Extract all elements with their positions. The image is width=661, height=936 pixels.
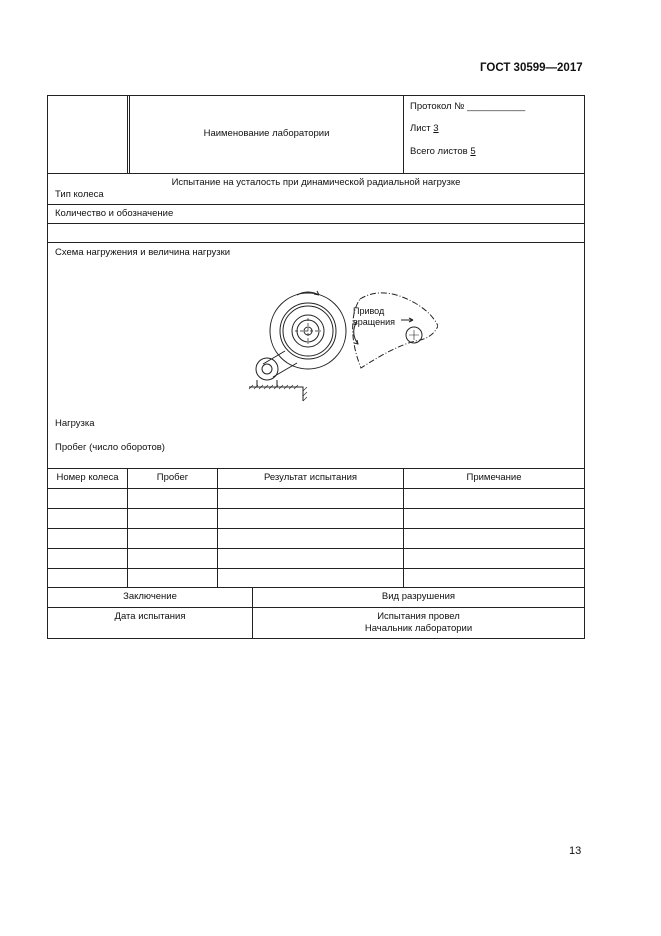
lab-name-label: Наименование лаборатории [203, 128, 330, 139]
test-date-label: Дата испытания [114, 611, 186, 622]
sheet-value: 3 [433, 123, 439, 134]
page-number: 13 [569, 845, 582, 857]
drive-label [353, 306, 395, 328]
protocol-label: Протокол № [410, 101, 465, 112]
divider [48, 204, 584, 205]
total-sheets-field [410, 146, 476, 158]
col-header-note: Примечание [466, 472, 522, 483]
total-sheets-label: Всего листов [410, 146, 468, 157]
drive-roller-contour [353, 293, 438, 368]
table-row [48, 528, 584, 529]
standard-number: ГОСТ 30599—2017 [480, 62, 583, 74]
mileage-label: Пробег (число оборотов) [55, 442, 165, 453]
sheet-field [410, 123, 439, 135]
protocol-blank: ___________ [467, 101, 526, 112]
sheet-label: Лист [410, 123, 431, 134]
support-base [249, 387, 303, 401]
protocol-field[interactable] [410, 101, 525, 113]
test-protocol-form [47, 95, 585, 639]
drive-label-line-2: вращения [353, 317, 395, 327]
divider [403, 96, 404, 173]
col-header-wheel-number: Номер колеса [56, 472, 119, 483]
lab-head-label: Начальник лаборатории [364, 623, 473, 634]
failure-type-label: Вид разрушения [381, 591, 456, 602]
load-label: Нагрузка [55, 418, 95, 429]
divider [48, 223, 584, 224]
tested-by-label: Испытания провел [377, 611, 460, 622]
divider [48, 173, 584, 174]
divider [48, 587, 584, 588]
col-header-mileage: Пробег [156, 472, 189, 483]
table-row [48, 568, 584, 569]
test-title: Испытание на усталость при динамической радиальной нагрузке [171, 177, 461, 188]
total-sheets-value: 5 [470, 146, 476, 157]
conclusion-label: Заключение [123, 591, 177, 602]
table-row [48, 548, 584, 549]
table-row [48, 508, 584, 509]
col-header-result: Результат испытания [263, 472, 358, 483]
divider [48, 468, 584, 469]
divider [48, 607, 584, 608]
wheel-type-label: Тип колеса [55, 189, 104, 200]
table-row [48, 488, 584, 489]
loading-scheme-diagram [233, 281, 438, 406]
scheme-label: Схема нагружения и величина нагрузки [55, 247, 231, 258]
divider [127, 96, 128, 173]
divider [48, 242, 584, 243]
drive-label-line-1: Привод [353, 306, 385, 316]
quantity-label: Количество и обозначение [55, 208, 174, 219]
